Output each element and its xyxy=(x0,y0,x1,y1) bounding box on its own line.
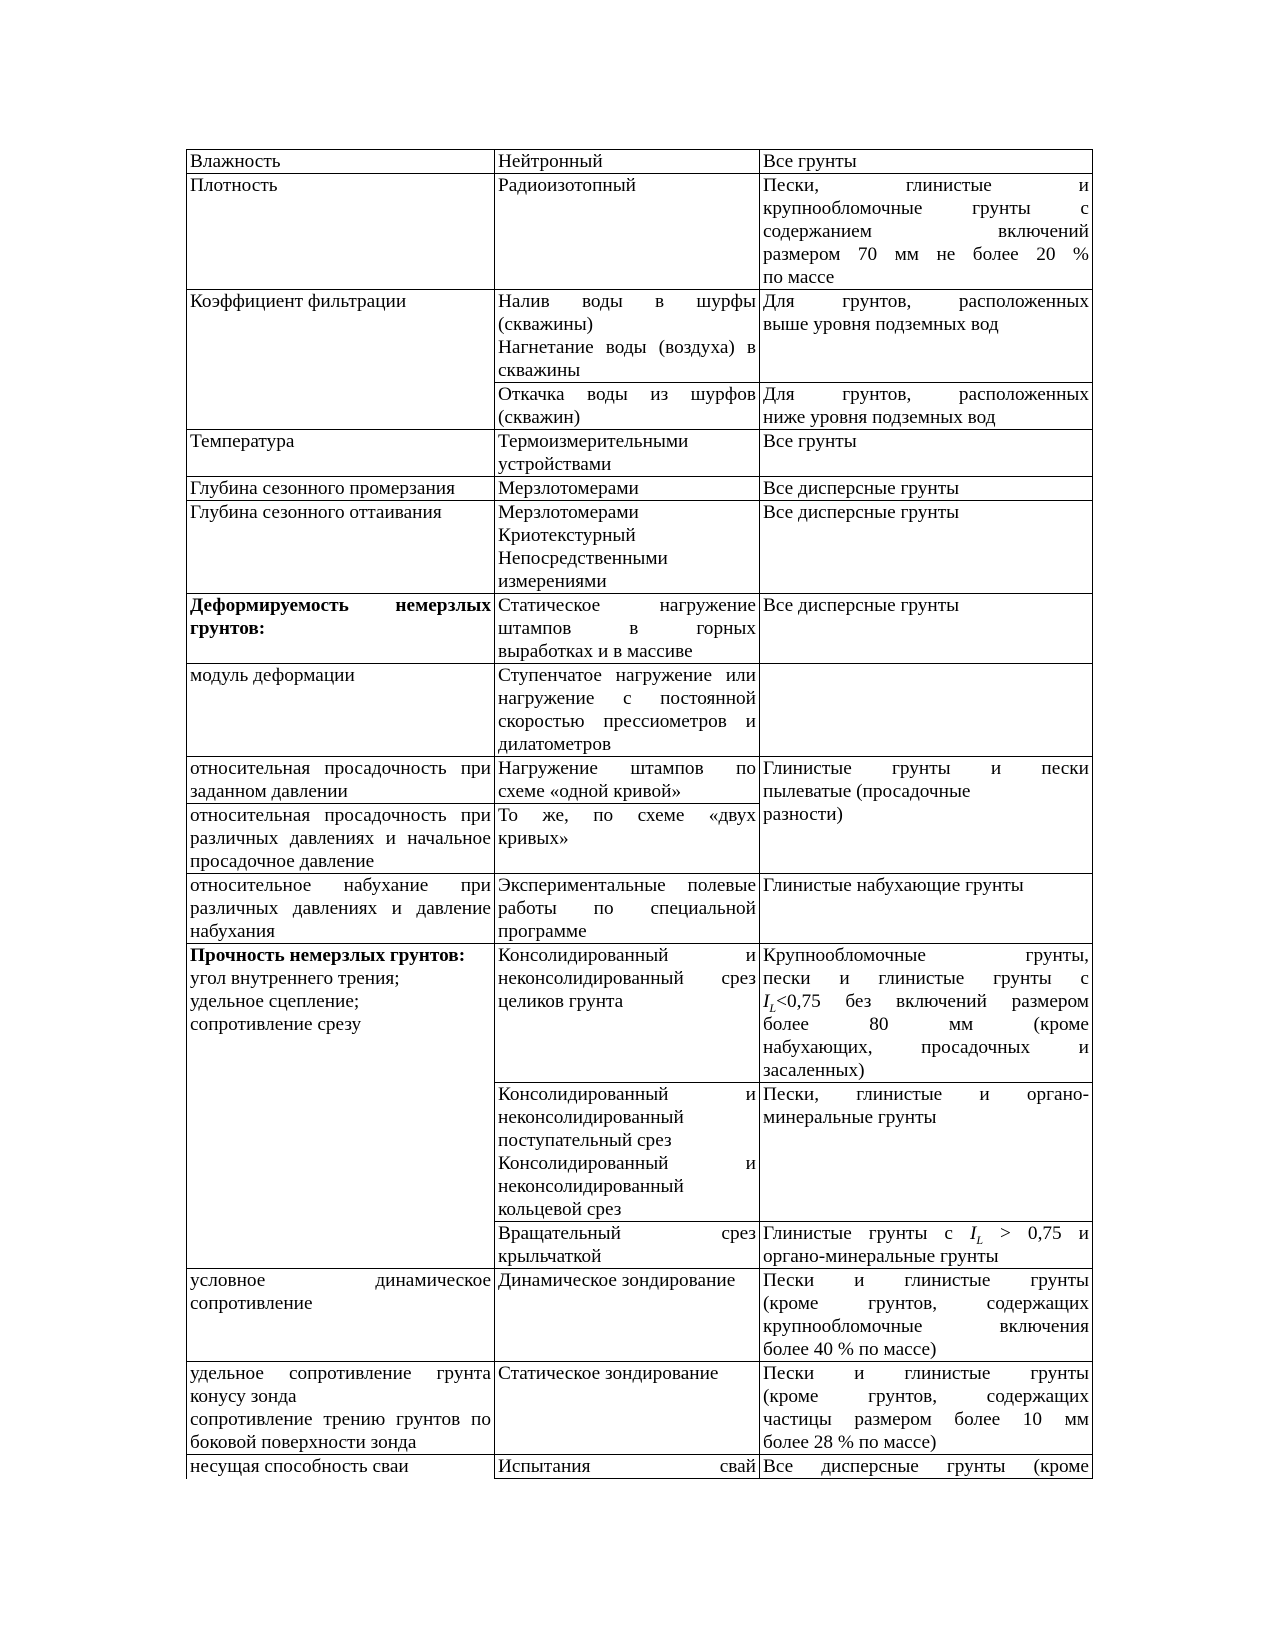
table-cell: Мерзлотомерами Криотекстурный Непосредственными измерениями xyxy=(495,501,760,594)
table-cell: Глинистые грунты с $I_L > 0,75$ и органо-минеральные грунты xyxy=(760,1222,1093,1269)
table-cell: модуль деформации xyxy=(187,664,495,757)
table-row xyxy=(187,501,1093,594)
table-row xyxy=(187,594,1093,664)
table-row xyxy=(187,664,1093,757)
table-cell: Мерзлотомерами xyxy=(495,477,760,501)
table-cell: относительная просадочность при заданном давлении xyxy=(187,757,495,804)
table-cell: Статическое зондирование xyxy=(495,1362,760,1455)
table-cell: Ступенчатое нагружение или нагружение с постоянной скоростью прессиометров и дилатометров xyxy=(495,664,760,757)
table-row xyxy=(187,1455,1093,1479)
table-cell: удельное сопротивление грунта конусу зонда сопротивление трению грунтов по боковой поверхности зонда xyxy=(187,1362,495,1455)
table-cell: Консолидированный и неконсолидированный поступательный срез Консолидированный и неконсолидированный кольцевой срез xyxy=(495,1083,760,1222)
table-cell: Коэффициент фильтрации xyxy=(187,290,495,430)
table-cell: Динамическое зондирование xyxy=(495,1269,760,1362)
table-row xyxy=(187,944,1093,1083)
table-cell: Пески и глинистые грунты (кроме грунтов, содержащих частицы размером более 10 мм более 28 % по массе) xyxy=(760,1362,1093,1455)
table-cell: То же, по схеме «двух кривых» xyxy=(495,804,760,874)
table-cell: Нагружение штампов по схеме «одной кривой» xyxy=(495,757,760,804)
table-cell: Термоизмерительными устройствами xyxy=(495,430,760,477)
table-cell: Деформируемость немерзлых грунтов: xyxy=(187,594,495,664)
table-cell: Глинистые грунты и пески пылеватые (просадочные разности) xyxy=(760,757,1093,874)
table-row xyxy=(187,150,1093,174)
table-row xyxy=(187,874,1093,944)
table-cell: Все грунты xyxy=(760,150,1093,174)
table-cell: Статическое нагружение штампов в горных выработках и в массиве xyxy=(495,594,760,664)
table-cell: Крупнообломочные грунты, пески и глинистые грунты с $I_L<0,75$ без включений размером более 80 мм (кроме набухающих, просадочных и засаленных) xyxy=(760,944,1093,1083)
table-cell: Все дисперсные грунты (кроме xyxy=(760,1455,1093,1479)
table-row xyxy=(187,477,1093,501)
table-cell: относительная просадочность при различных давлениях и начальное просадочное давление xyxy=(187,804,495,874)
table-cell: Пески, глинистые и крупнообломочные грунты с содержанием включений размером 70 мм не более 20 % по массе xyxy=(760,174,1093,290)
table-cell: Для грунтов, расположенных ниже уровня подземных вод xyxy=(760,383,1093,430)
table-row xyxy=(187,1362,1093,1455)
table-cell: Пески и глинистые грунты (кроме грунтов, содержащих крупнообломочные включения более 40 % по массе) xyxy=(760,1269,1093,1362)
table-cell: Для грунтов, расположенных выше уровня подземных вод xyxy=(760,290,1093,383)
table-cell: Плотность xyxy=(187,174,495,290)
table-cell: Глинистые набухающие грунты xyxy=(760,874,1093,944)
table-cell: Консолидированный и неконсолидированный срез целиков грунта xyxy=(495,944,760,1083)
table-cell: Все дисперсные грунты xyxy=(760,501,1093,594)
table-cell: Глубина сезонного промерзания xyxy=(187,477,495,501)
table-cell: условное динамическое сопротивление xyxy=(187,1269,495,1362)
table-cell: Вращательный срез крыльчаткой xyxy=(495,1222,760,1269)
table-cell: Радиоизотопный xyxy=(495,174,760,290)
table-cell: Откачка воды из шурфов (скважин) xyxy=(495,383,760,430)
soil-methods-table xyxy=(186,149,1093,1479)
table-cell: Температура xyxy=(187,430,495,477)
table-cell: Испытания свай xyxy=(495,1455,760,1479)
table-cell: Все грунты xyxy=(760,430,1093,477)
table-cell: Налив воды в шурфы (скважины) Нагнетание воды (воздуха) в скважины xyxy=(495,290,760,383)
table-cell: Влажность xyxy=(187,150,495,174)
table-cell: Все дисперсные грунты xyxy=(760,477,1093,501)
table-row xyxy=(187,174,1093,290)
table-cell: Глубина сезонного оттаивания xyxy=(187,501,495,594)
table-cell: относительное набухание при различных давлениях и давление набухания xyxy=(187,874,495,944)
table-cell: Прочность немерзлых грунтов: угол внутреннего трения; удельное сцепление; сопротивление срезу xyxy=(187,944,495,1269)
table-row xyxy=(187,290,1093,383)
table-cell: несущая способность сваи xyxy=(187,1455,495,1479)
table-cell: Все дисперсные грунты xyxy=(760,594,1093,664)
table-cell: Экспериментальные полевые работы по специальной программе xyxy=(495,874,760,944)
table-row xyxy=(187,1269,1093,1362)
table-row xyxy=(187,430,1093,477)
table-cell: Пески, глинистые и органо- минеральные грунты xyxy=(760,1083,1093,1222)
table-row xyxy=(187,757,1093,804)
table-cell xyxy=(760,664,1093,757)
table-cell: Нейтронный xyxy=(495,150,760,174)
